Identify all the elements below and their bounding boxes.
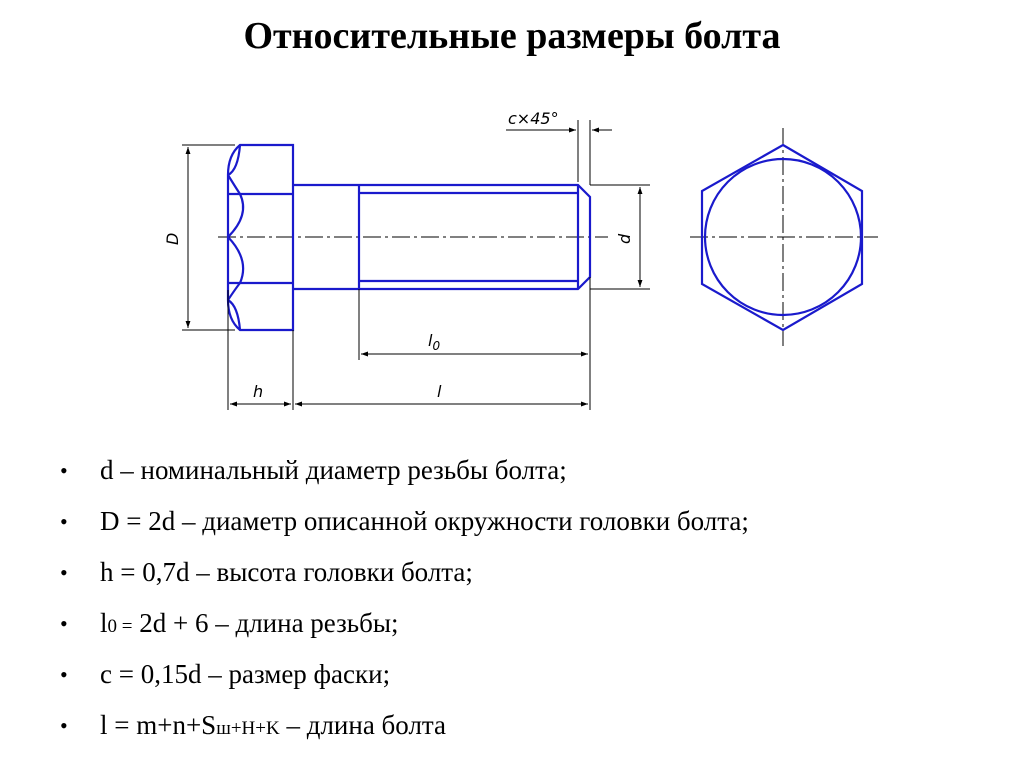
label-h: h xyxy=(253,382,264,401)
bullet: • xyxy=(60,611,68,636)
list-item: • h = 0,7d – высота головки болта; xyxy=(60,547,749,598)
list-item: • l0 = 2d + 6 – длина резьбы; xyxy=(60,598,749,649)
bullet: • xyxy=(60,509,68,534)
bullet: • xyxy=(60,662,68,687)
list-item: • D = 2d – диаметр описанной окружности головки болта; xyxy=(60,496,749,547)
label-l0-sub: 0 xyxy=(432,339,441,353)
label-D: D xyxy=(163,232,182,245)
bullet: • xyxy=(60,458,68,483)
center-lines xyxy=(218,128,878,346)
label-l0: $l_0$ xyxy=(428,331,441,353)
label-d: d xyxy=(615,233,634,244)
label-l: l xyxy=(437,382,442,401)
page-title: Относительные размеры болта xyxy=(243,15,781,57)
definitions-list xyxy=(60,445,749,751)
bullet: • xyxy=(60,560,68,585)
extension-lines xyxy=(182,120,650,410)
label-chamfer: c×45° xyxy=(508,109,559,128)
list-item: • l = m+n+Sш+H+K – длина болта xyxy=(60,700,749,751)
dimension-lines xyxy=(188,130,640,404)
bullet: • xyxy=(60,713,68,738)
list-item: • c = 0,15d – размер фаски; xyxy=(60,649,749,700)
list-item: • d – номинальный диаметр резьбы болта; xyxy=(60,445,749,496)
